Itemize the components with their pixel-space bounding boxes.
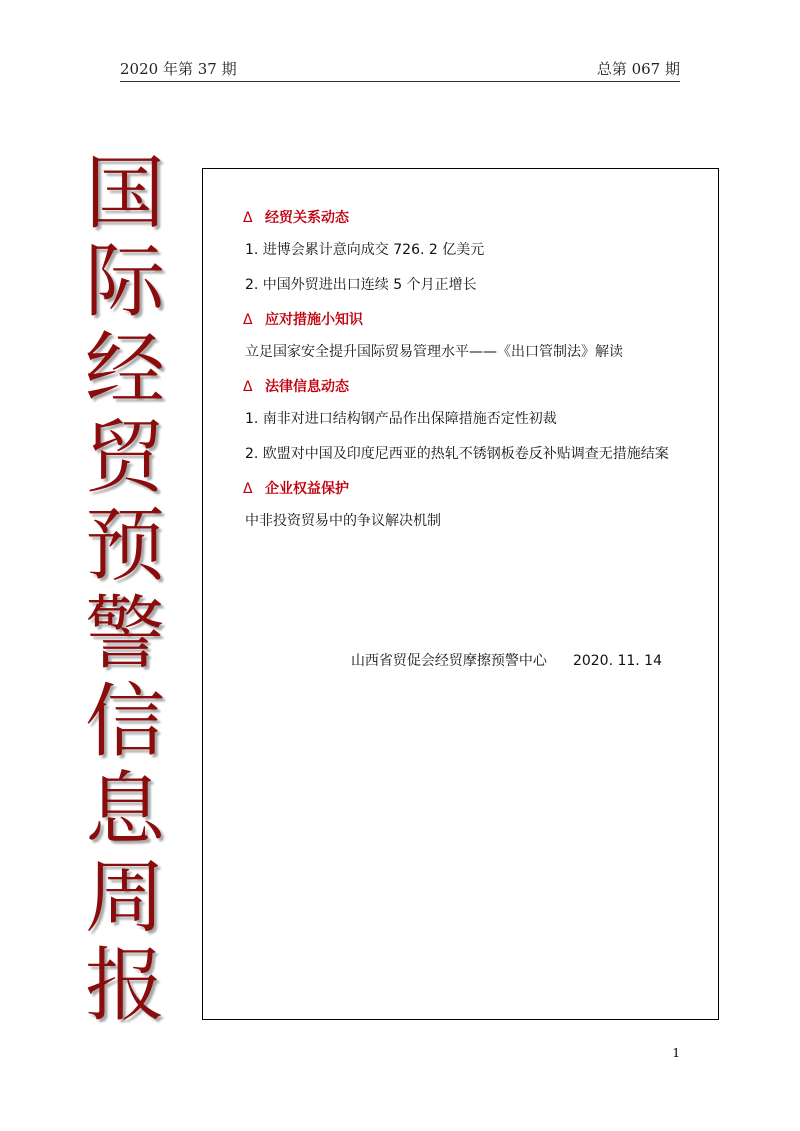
- title-char: 经: [85, 323, 165, 416]
- toc-item[interactable]: 1. 南非对进口结构钢产品作出保障措施否定性初裁: [245, 411, 557, 427]
- title-char: 国: [85, 147, 165, 240]
- title-char: 际: [85, 235, 165, 328]
- section-heading-countermeasures: [243, 311, 698, 329]
- header-rule: [120, 81, 680, 82]
- toc-item[interactable]: 立足国家安全提升国际贸易管理水平——《出口管制法》解读: [245, 344, 623, 360]
- page-number: 1: [672, 1046, 680, 1060]
- issuer-line: [243, 650, 662, 670]
- section-heading-trade-relations: [243, 209, 698, 227]
- title-char: 报: [85, 939, 165, 1032]
- section-heading-label: 企业权益保护: [265, 481, 349, 497]
- title-char: 息: [85, 763, 165, 856]
- delta-icon: Δ: [243, 379, 253, 395]
- toc-item[interactable]: 中非投资贸易中的争议解决机制: [245, 513, 441, 529]
- issue-number: 2020 年第 37 期: [120, 60, 237, 78]
- issuer-org: 山西省贸促会经贸摩擦预警中心: [350, 653, 547, 669]
- delta-icon: Δ: [243, 481, 253, 497]
- delta-icon: Δ: [243, 312, 253, 328]
- section-heading-rights-protection: [243, 480, 698, 498]
- section-heading-label: 法律信息动态: [265, 379, 349, 395]
- table-of-contents: [243, 209, 698, 669]
- contents-box: [202, 168, 719, 1020]
- toc-item[interactable]: 1. 进博会累计意向成交 726. 2 亿美元: [245, 242, 485, 258]
- issue-date: 2020. 11. 14: [572, 653, 662, 669]
- toc-item[interactable]: 2. 欧盟对中国及印度尼西亚的热轧不锈钢板卷反补贴调查无措施结案: [245, 446, 669, 462]
- title-char: 预: [85, 499, 165, 592]
- vertical-title: [70, 147, 180, 1032]
- section-heading-label: 经贸关系动态: [265, 210, 349, 226]
- total-issue-number: 总第 067 期: [596, 60, 680, 78]
- section-heading-legal-news: [243, 378, 698, 396]
- section-heading-label: 应对措施小知识: [265, 312, 363, 328]
- toc-item[interactable]: 2. 中国外贸进出口连续 5 个月正增长: [245, 277, 477, 293]
- title-char: 警: [85, 587, 165, 680]
- title-char: 周: [85, 851, 165, 944]
- delta-icon: Δ: [243, 210, 253, 226]
- title-char: 信: [85, 675, 165, 768]
- title-char: 贸: [85, 411, 165, 504]
